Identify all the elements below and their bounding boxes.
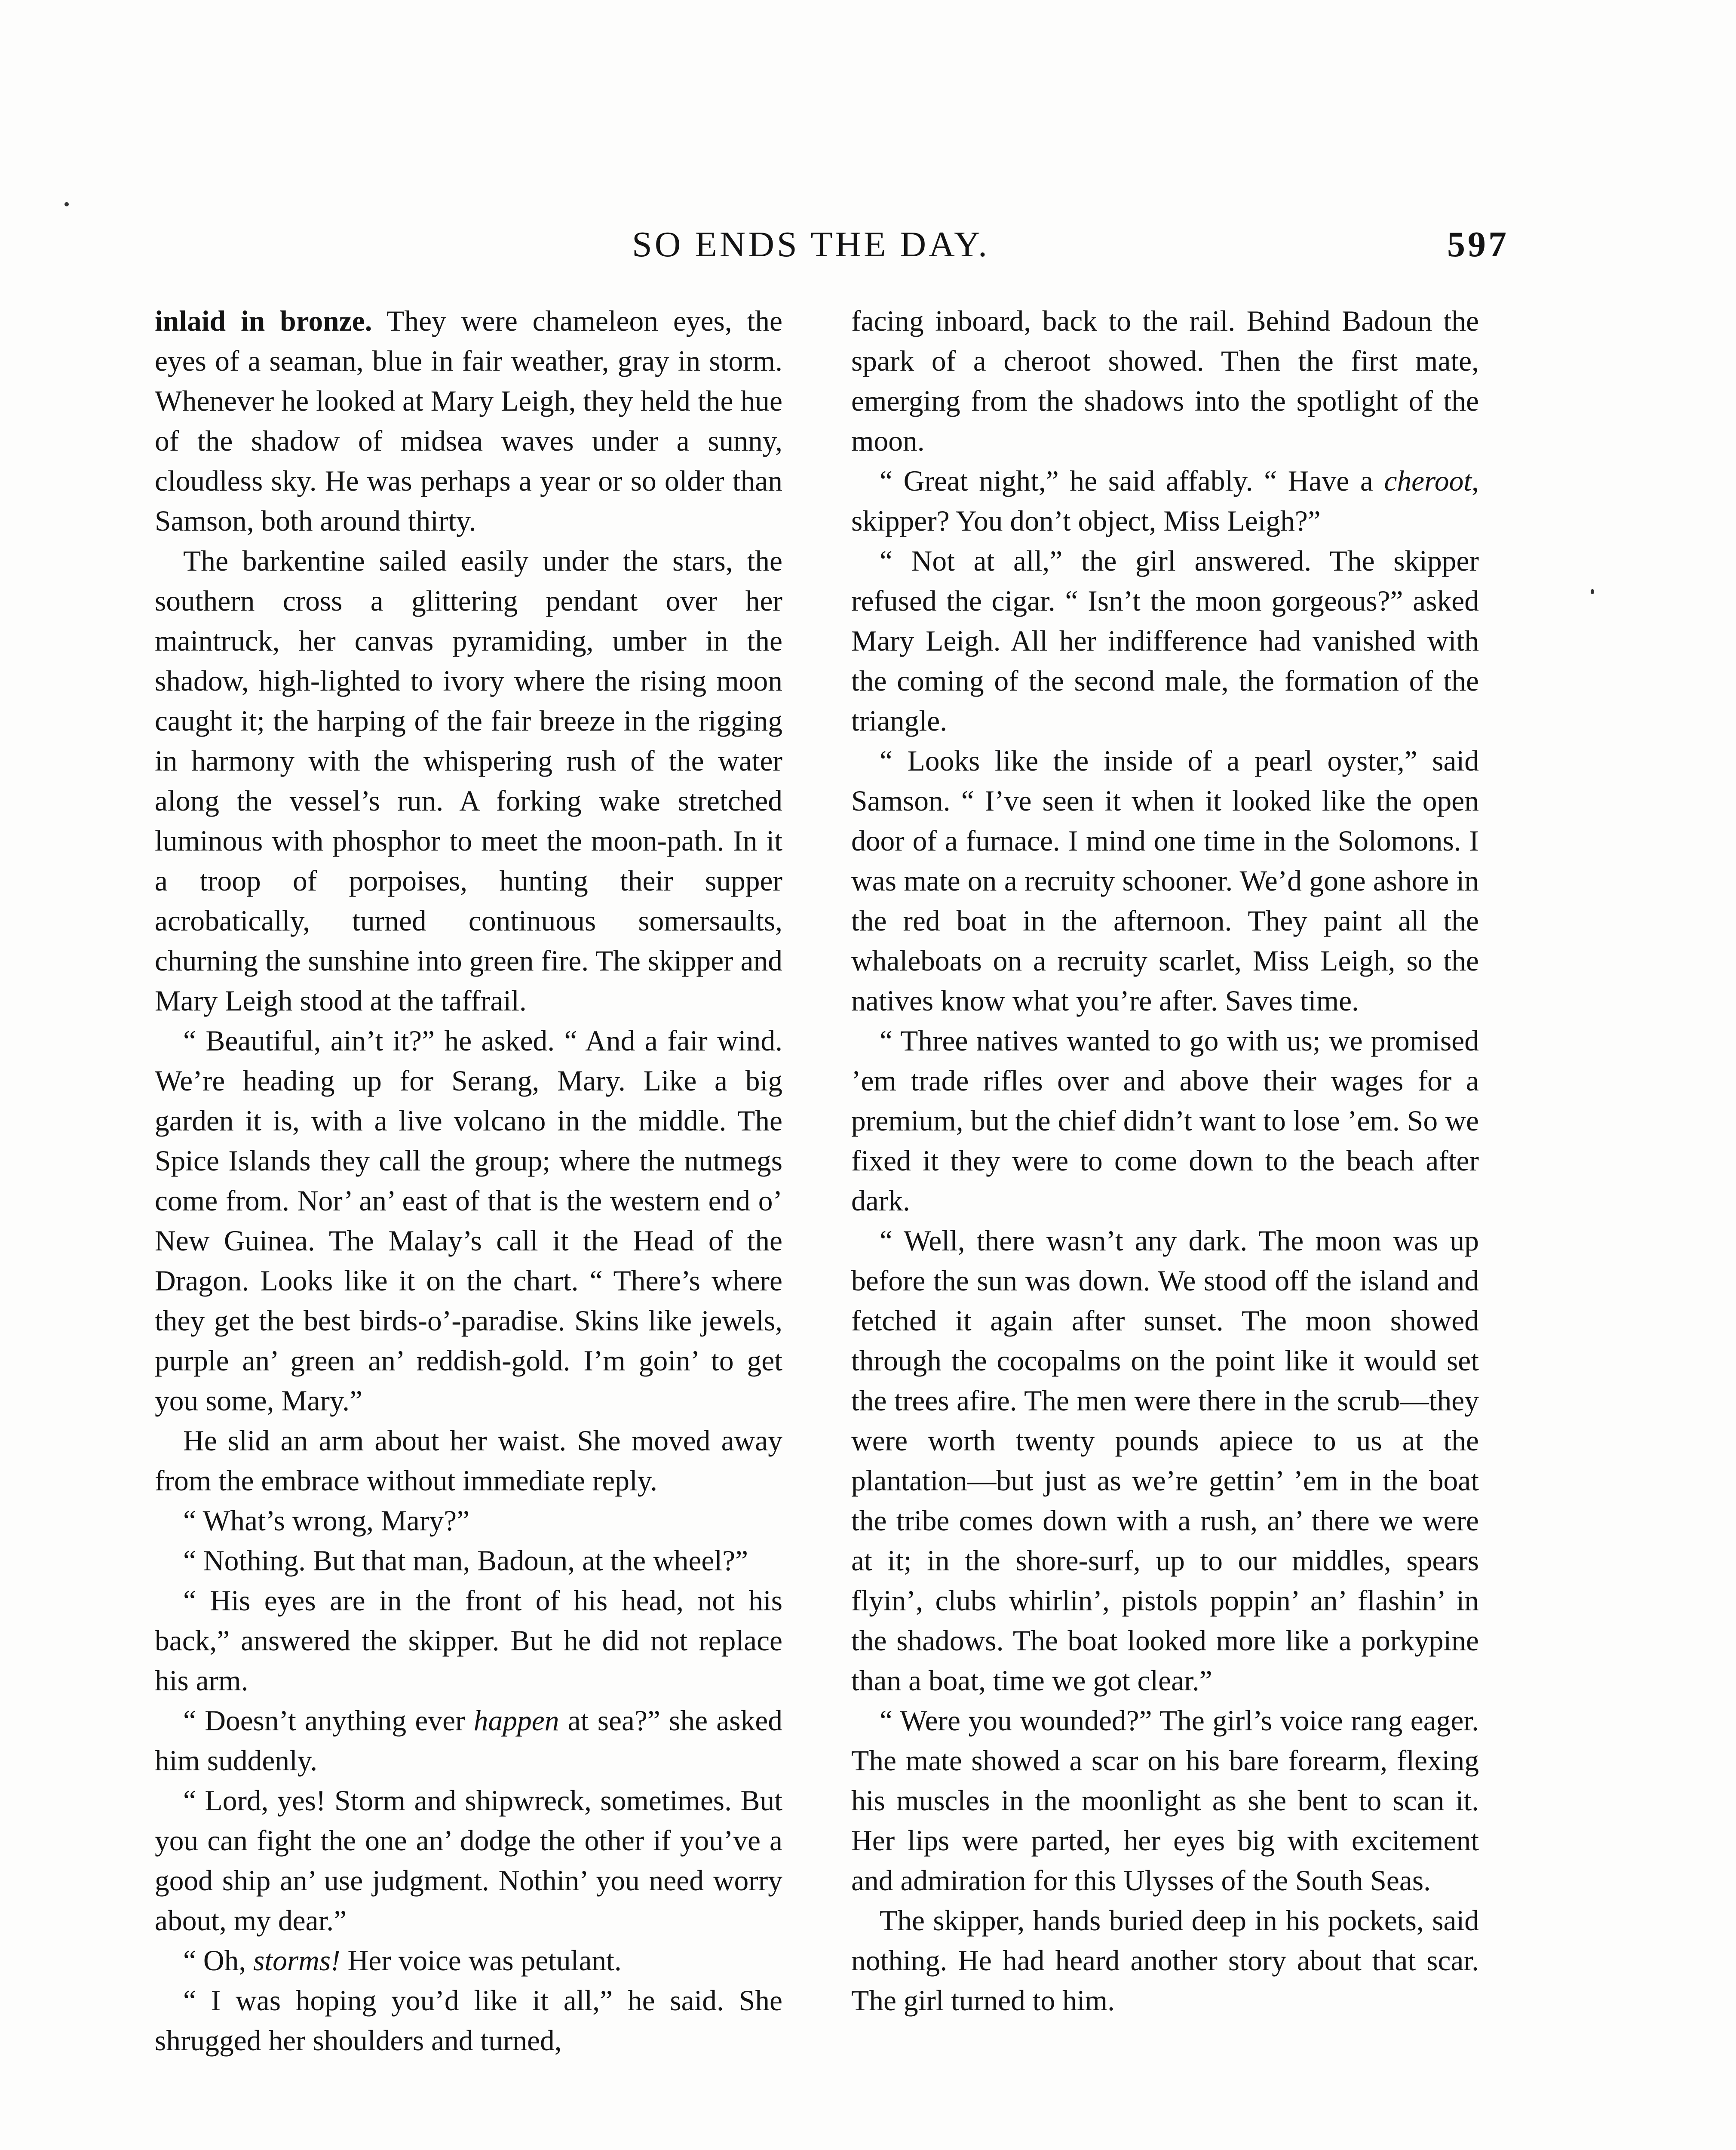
paragraph: inlaid in bronze. They were chameleon eyes, the eyes of a seaman, blue in fair weather, gray in storm. Whenever he looked at Mary Leigh, they held the hue of the shadow of midsea waves under a sunny, cloudless sky. He was perhaps a year or so older than Samson, both around thirty.: [155, 305, 782, 537]
paragraph: “ Were you wounded?” The girl’s voice rang eager. The mate showed a scar on his bare forearm, flexing his muscles in the moonlight as she bent to scan it. Her lips were parted, her eyes big with excitement and admiration for this Ulysses of the South Seas.: [851, 1705, 1479, 1897]
paragraph: facing inboard, back to the rail. Behind Badoun the spark of a cheroot showed. Then the first mate, emerging from the shadows into the spotlight of the moon.: [851, 305, 1479, 457]
paragraph: “ Three natives wanted to go with us; we promised ’em trade rifles over and above their wages for a premium, but the chief didn’t want to lose ’em. So we fixed it they were to come down to the beach after dark.: [851, 1025, 1479, 1217]
left-column: [155, 301, 782, 2061]
paragraph: “ What’s wrong, Mary?”: [183, 1505, 470, 1537]
paragraph: “ Lord, yes! Storm and shipwreck, sometimes. But you can fight the one an’ dodge the other if you’ve a good ship an’ use judgment. Nothin’ you need worry about, my dear.”: [155, 1784, 782, 1937]
paragraph: “ Oh, storms! Her voice was petulant.: [183, 1944, 622, 1977]
paragraph: “ Doesn’t anything ever happen at sea?” she asked him suddenly.: [155, 1705, 782, 1777]
page-number: 597: [1447, 224, 1509, 264]
right-column: [851, 301, 1479, 2021]
paragraph: “ I was hoping you’d like it all,” he said. She shrugged her shoulders and turned,: [155, 1984, 782, 2057]
page-title: SO ENDS THE DAY.: [632, 224, 990, 264]
paragraph: “ Nothing. But that man, Badoun, at the wheel?”: [183, 1545, 748, 1577]
scan-speck: [1591, 589, 1594, 594]
paragraph: “ Looks like the inside of a pearl oyster,” said Samson. “ I’ve seen it when it looked like the open door of a furnace. I mind one time in the Solomons. I was mate on a recruity schooner. We’d gone ashore in the red boat in the afternoon. They paint all the whaleboats on a recruity scarlet, Miss Leigh, so the natives know what you’re after. Saves time.: [851, 745, 1479, 1017]
paragraph: He slid an arm about her waist. She moved away from the embrace without immediate reply.: [155, 1425, 782, 1497]
scan-speck: [64, 202, 69, 206]
paragraph: “ Well, there wasn’t any dark. The moon was up before the sun was down. We stood off the island and fetched it again after sunset. The moon showed through the cocopalms on the point like it would set the trees afire. The men were there in the scrub—they were worth twenty pounds apiece to us at the plantation—but just as we’re gettin’ ’em in the boat the tribe comes down with a rush, an’ there we were at it; in the shore-surf, up to our middles, spears flyin’, clubs whirlin’, pistols poppin’ an’ flashin’ in the shadows. The boat looked more like a porkypine than a boat, time we got clear.”: [851, 1225, 1479, 1697]
paragraph: The skipper, hands buried deep in his pockets, said nothing. He had heard another story about that scar. The girl turned to him.: [851, 1904, 1479, 2017]
paragraph: “ His eyes are in the front of his head, not his back,” answered the skipper. But he did not replace his arm.: [155, 1585, 782, 1697]
paragraph: “ Not at all,” the girl answered. The skipper refused the cigar. “ Isn’t the moon gorgeous?” asked Mary Leigh. All her indifference had vanished with the coming of the second male, the formation of the triangle.: [851, 545, 1479, 737]
paragraph: The barkentine sailed easily under the stars, the southern cross a glittering pendant over her maintruck, her canvas pyramiding, umber in the shadow, high-lighted to ivory where the rising moon caught it; the harping of the fair breeze in the rigging in harmony with the whispering rush of the water along the vessel’s run. A forking wake stretched luminous with phosphor to meet the moon-path. In it a troop of porpoises, hunting their supper acrobatically, turned continuous somersaults, churning the sunshine into green fire. The skipper and Mary Leigh stood at the taffrail.: [155, 545, 782, 1017]
paragraph: “ Great night,” he said affably. “ Have a cheroot, skipper? You don’t object, Miss Leigh?”: [851, 465, 1479, 537]
paragraph: “ Beautiful, ain’t it?” he asked. “ And a fair wind. We’re heading up for Serang, Mary. Like a big garden it is, with a live volcano in the middle. The Spice Islands they call the group; where the nutmegs come from. Nor’ an’ east of that is the western end o’ New Guinea. The Malay’s call it the Head of the Dragon. Looks like it on the chart. “ There’s where they get the best birds-o’-paradise. Skins like jewels, purple an’ green an’ reddish-gold. I’m goin’ to get you some, Mary.”: [155, 1025, 782, 1417]
